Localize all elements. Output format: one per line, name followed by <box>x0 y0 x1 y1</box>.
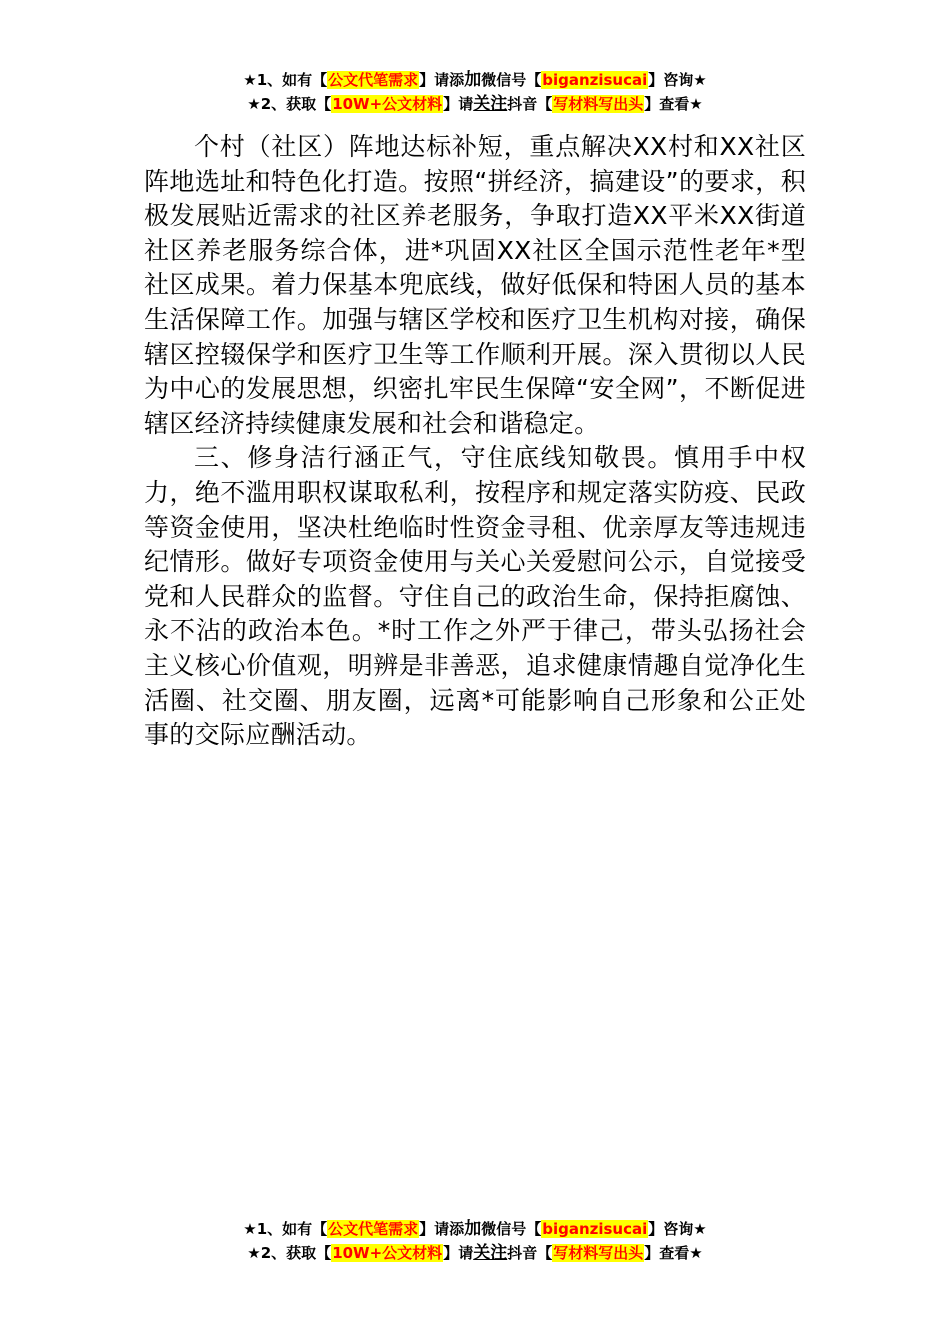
footer-banner-line-2 <box>0 1241 950 1265</box>
footer-line-2-mid: 】请 <box>443 1244 474 1262</box>
banner-highlight-wechat-id: biganzisucai <box>542 71 648 89</box>
footer-line-1-mid: 】请添 <box>419 1220 465 1238</box>
header-banner <box>0 68 950 116</box>
banner-line-1-mid: 】请添 <box>419 71 465 89</box>
banner-line-1-prefix: ★1、如有【 <box>243 71 328 89</box>
footer-highlight-ghostwriting: 公文代笔需求 <box>328 1220 419 1238</box>
banner-line-2-follow-word: 关注 <box>473 94 508 114</box>
footer-banner-line-1 <box>0 1217 950 1241</box>
document-body <box>144 130 806 753</box>
banner-line-2-mid2: 抖音【 <box>507 95 553 113</box>
body-paragraph-1: 个村（社区）阵地达标补短，重点解决XX村和XX社区阵地选址和特色化打造。按照“拼经济，搞建设”的要求，积极发展贴近需求的社区养老服务，争取打造XX平米XX街道社区养老服务综合体，进*巩固XX社区全国示范性老年*型社区成果。着力保基本兜底线，做好低保和特困人员的基本生活保障工作。加强与辖区学校和医疗卫生机构对接，确保辖区控辍保学和医疗卫生等工作顺利开展。深入贯彻以人民为中心的发展思想，织密扎牢民生保障“安全网”，不断促进辖区经济持续健康发展和社会和谐稳定。 <box>144 132 806 438</box>
footer-line-2-mid2: 抖音【 <box>507 1244 553 1262</box>
footer-line-2-prefix: ★2、获取【 <box>247 1244 332 1262</box>
banner-line-2 <box>0 92 950 116</box>
footer-highlight-douyin-account: 写材料写出头 <box>553 1244 644 1262</box>
footer-line-2-suffix: 】查看★ <box>644 1244 703 1262</box>
banner-line-1-bold-word: 加 <box>464 70 482 90</box>
banner-line-2-mid: 】请 <box>443 95 474 113</box>
footer-highlight-materials: 10W+公文材料 <box>332 1244 443 1262</box>
footer-line-1-bold-word: 加 <box>464 1219 482 1239</box>
banner-line-1-suffix: 】咨询★ <box>648 71 707 89</box>
footer-line-2-follow-word: 关注 <box>473 1243 508 1263</box>
footer-line-1-suffix: 】咨询★ <box>648 1220 707 1238</box>
banner-line-1-mid2: 微信号【 <box>481 71 542 89</box>
banner-line-1 <box>0 68 950 92</box>
body-paragraph-2: 三、修身洁行涵正气，守住底线知敬畏。慎用手中权力，绝不滥用职权谋取私利，按程序和规定落实防疫、民政等资金使用，坚决杜绝临时性资金寻租、优亲厚友等违规违纪情形。做好专项资金使用与关心关爱慰问公示，自觉接受党和人民群众的监督。守住自己的政治生命，保持拒腐蚀、永不沾的政治本色。*时工作之外严于律己，带头弘扬社会主义核心价值观，明辨是非善恶，追求健康情趣自觉净化生活圈、社交圈、朋友圈，远离*可能影响自己形象和公正处事的交际应酬活动。 <box>144 443 806 750</box>
footer-highlight-wechat-id: biganzisucai <box>542 1220 648 1238</box>
footer-banner <box>0 1217 950 1265</box>
banner-line-2-suffix: 】查看★ <box>644 95 703 113</box>
footer-line-1-prefix: ★1、如有【 <box>243 1220 328 1238</box>
banner-highlight-douyin-account: 写材料写出头 <box>553 95 644 113</box>
banner-line-2-prefix: ★2、获取【 <box>247 95 332 113</box>
banner-highlight-materials: 10W+公文材料 <box>332 95 443 113</box>
banner-highlight-ghostwriting: 公文代笔需求 <box>328 71 419 89</box>
footer-line-1-mid2: 微信号【 <box>481 1220 542 1238</box>
